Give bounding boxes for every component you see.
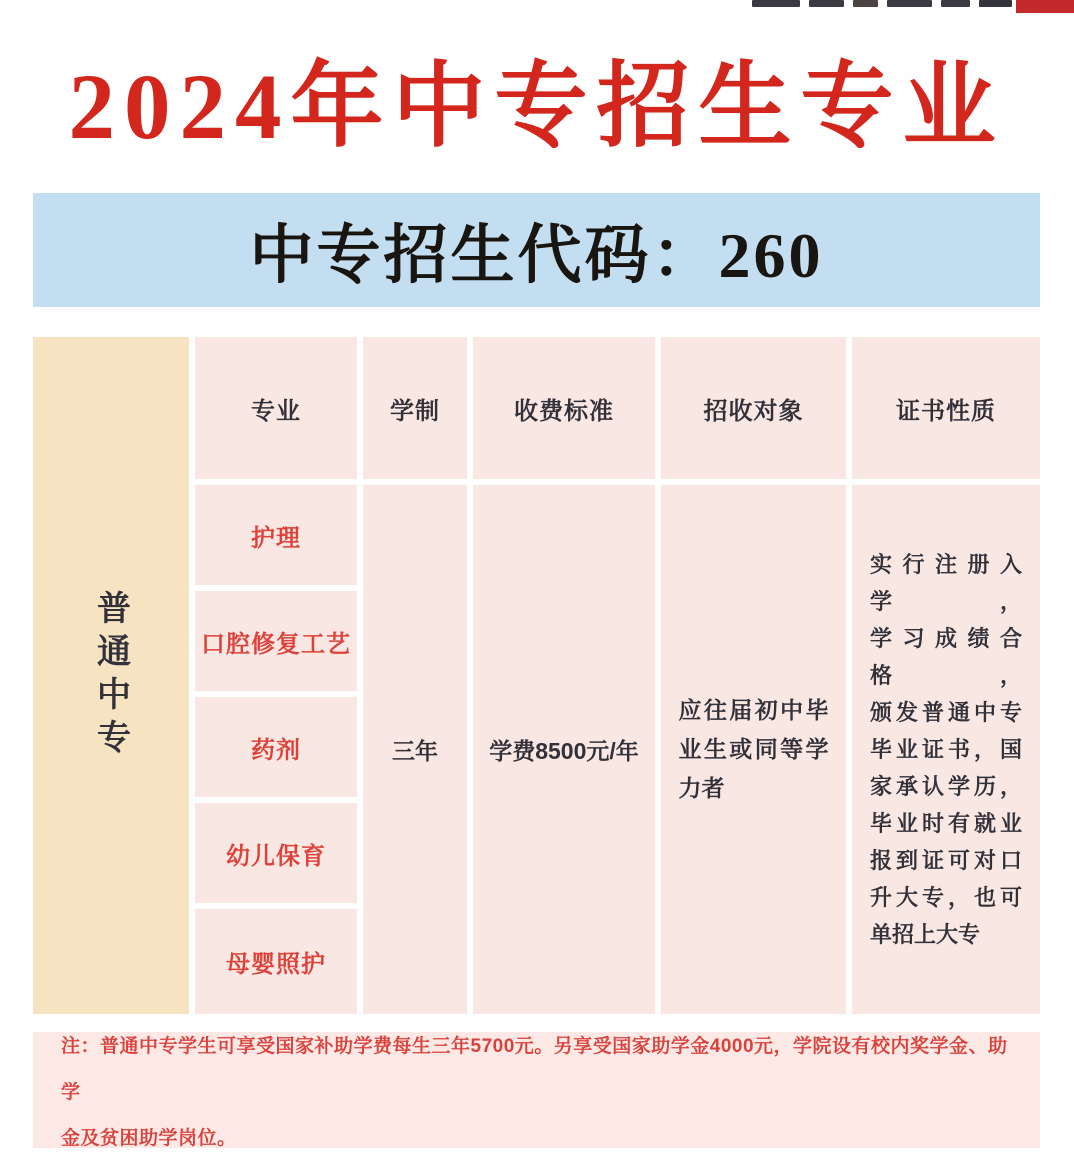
fee-cell: 学费8500元/年 <box>473 485 655 1014</box>
major-cell: 药剂 <box>195 697 357 797</box>
page-title: 2024年中专招生专业 <box>68 56 1005 159</box>
column-header-duration: 学制 <box>363 337 467 479</box>
column-header-major: 专业 <box>195 337 357 479</box>
major-cell: 护理 <box>195 485 357 585</box>
major-cell: 母婴照护 <box>195 909 357 1014</box>
target-text: 应往届初中毕 业生或同等学 力者 <box>678 697 829 801</box>
major-cell: 口腔修复工艺 <box>195 591 357 691</box>
school-type-cell <box>33 337 189 1014</box>
footnote <box>33 1032 1040 1148</box>
column-header-target: 招收对象 <box>661 337 846 479</box>
footnote-text: 注：普通中专学生可享受国家补助学费每生三年5700元。另享受国家助学金4000元，学院设有校内奖学金、助学 金及贫困助学岗位。 <box>61 1036 1008 1149</box>
poster-content <box>33 0 1040 1148</box>
school-type-label: 普通中专 <box>91 589 130 762</box>
major-cell: 幼儿保育 <box>195 803 357 903</box>
duration-cell: 三年 <box>363 485 467 1014</box>
certificate-cell <box>852 485 1040 1014</box>
certificate-text: 实行注册入学， 学习成绩合格， 颁发普通中专 毕业证书，国 家承认学历， 毕业时有就业 报到证可对口 升大专，也可 单招上大专 <box>870 552 1022 947</box>
enrollment-code-banner <box>33 193 1040 307</box>
admissions-table <box>33 337 1040 1014</box>
enrollment-code-text: 中专招生代码：260 <box>249 220 824 291</box>
column-header-certificate: 证书性质 <box>852 337 1040 479</box>
column-header-fee: 收费标准 <box>473 337 655 479</box>
target-cell <box>661 485 846 1014</box>
